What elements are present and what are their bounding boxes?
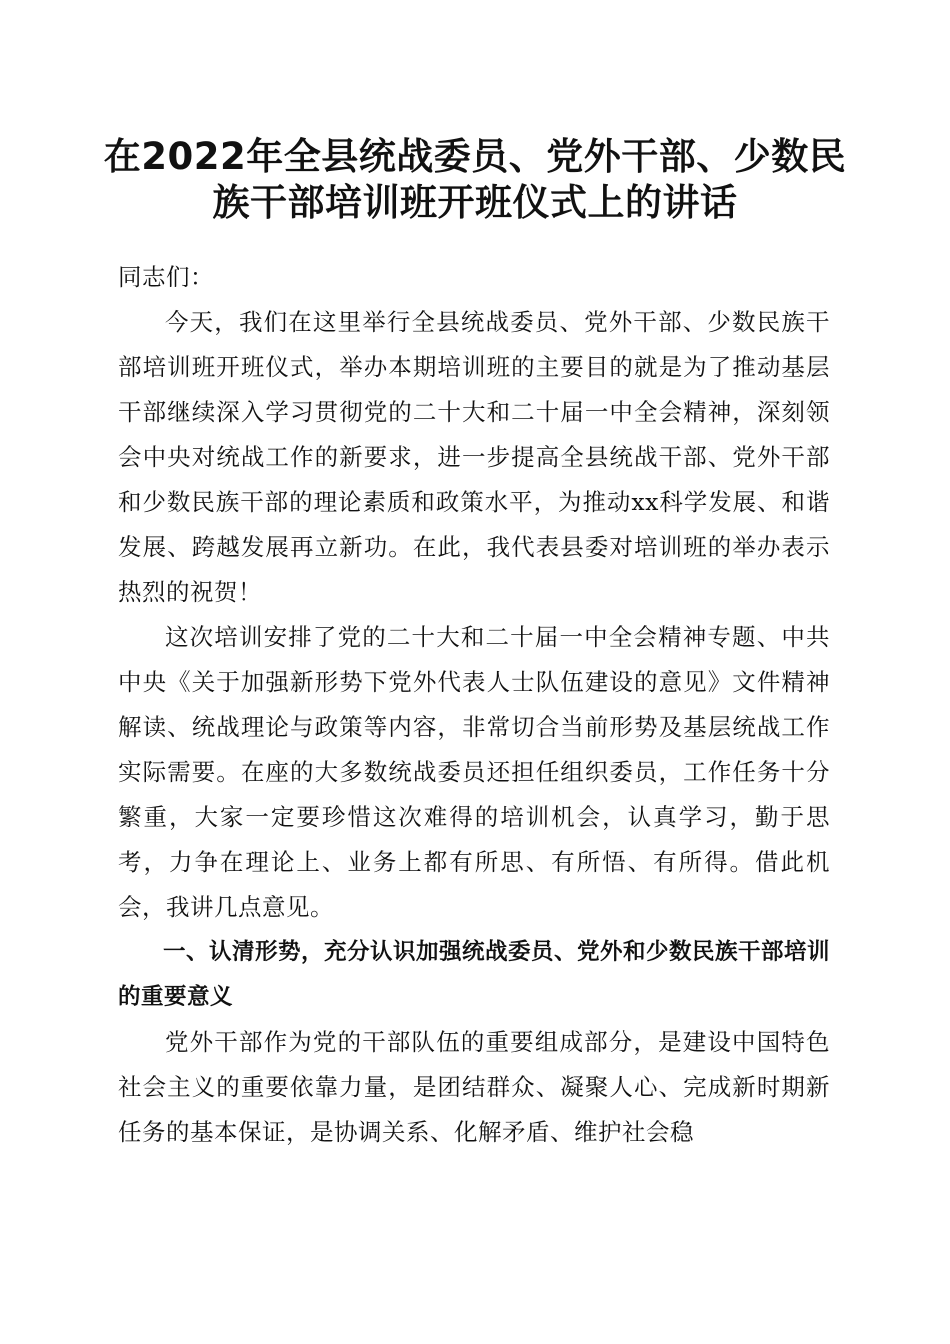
paragraph-1: 今天，我们在这里举行全县统战委员、党外干部、少数民族干部培训班开班仪式，举办本期培训班的主要目的就是为了推动基层干部继续深入学习贯彻党的二十大和二十届一中全会精神，深刻领会中央对统战工作的新要求，进一步提高全县统战干部、党外干部和少数民族干部的理论素质和政策水平，为推动xx科学发展、和谐发展、跨越发展再立新功。在此，我代表县委对培训班的举办表示热烈的祝贺！ [118, 308, 830, 606]
section-heading-1: 一、认清形势，充分认识加强统战委员、党外和少数民族干部培训的重要意义 [118, 939, 831, 1010]
title-line-2: 族干部培训班开班仪式上的讲话 [212, 181, 738, 224]
document-title [100, 134, 850, 226]
document-body [118, 255, 830, 1155]
paragraph-3: 党外干部作为党的干部队伍的重要组成部分，是建设中国特色社会主义的重要依靠力量，是团结群众、凝聚人心、完成新时期新任务的基本保证，是协调关系、化解矛盾、维护社会稳 [118, 1028, 830, 1146]
title-line-1: 在2022年全县统战委员、党外干部、少数民 [103, 135, 847, 178]
salutation: 同志们： [118, 263, 214, 291]
paragraph-2: 这次培训安排了党的二十大和二十届一中全会精神专题、中共中央《关于加强新形势下党外代表人士队伍建设的意见》文件精神解读、统战理论与政策等内容，非常切合当前形势及基层统战工作实际需要。在座的大多数统战委员还担任组织委员，工作任务十分繁重，大家一定要珍惜这次难得的培训机会，认真学习，勤于思考，力争在理论上、业务上都有所思、有所悟、有所得。借此机会，我讲几点意见。 [118, 623, 830, 921]
